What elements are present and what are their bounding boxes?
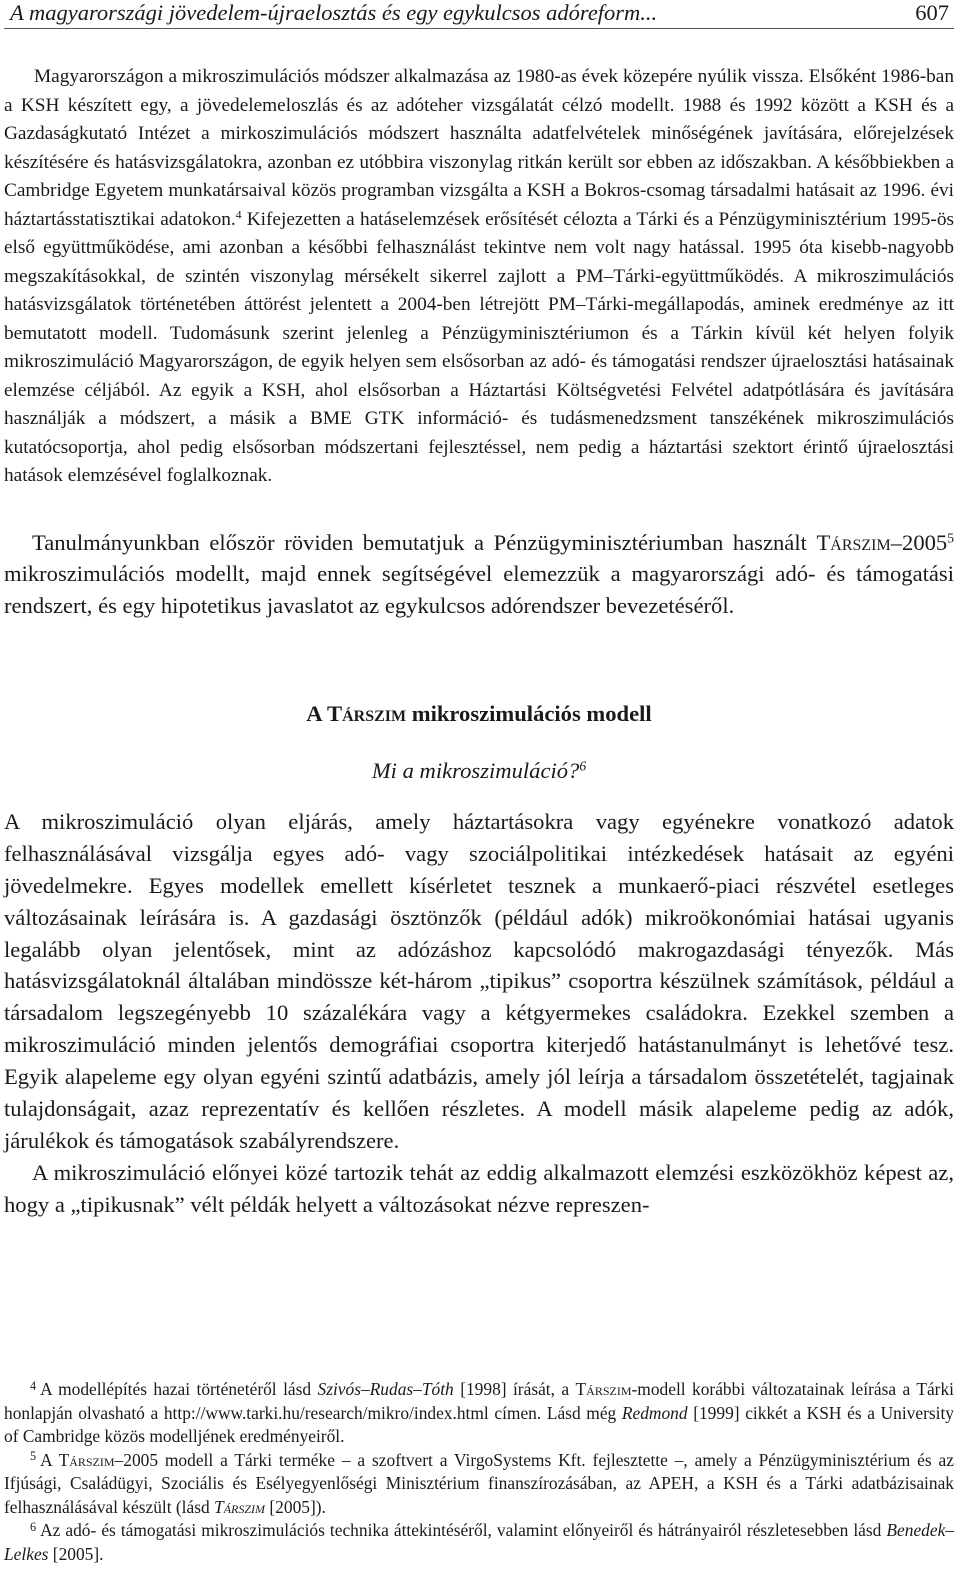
footnote-text: [1998] írását, a	[453, 1379, 576, 1399]
footnote-text: -modell korábbi változatainak leírása a Tárki honlapján olvasható a http://www.tarki.hu/research/mikro/index.html címen. Lásd még	[4, 1379, 954, 1423]
footnote-ref-5[interactable]: 5	[947, 530, 954, 546]
footnote-text: [2005].	[48, 1543, 104, 1564]
heading-text: mikroszimulációs modell	[406, 700, 652, 726]
paragraph-text: Magyarországon a mikroszimulációs módszer alkalmazása az 1980-as évek közepére nyúlik vissza. Elsőként 1986-ban a KSH készített egy, a jövedelemeloszlás és az adóteher vizsgálatát célzó modellt. 1988 és 1992 között a KSH és a Gazdaságkutató Intézet a mirkoszimulációs módszert használta adatfelvételek minőségének javítására, előrejelzések készítésére és hatásvizsgálatokra, azonban ez utóbbira viszonylag ritkán került sor ebben az időszakban. A későbbiekben a Cambridge Egyetem munkatársaival közös programban vizsgálta a KSH a Bokros-csomag társadalmi hatásait az 1996. évi háztartásstatisztikai adatokon.	[4, 66, 954, 230]
footnote-number: 4	[30, 1378, 37, 1393]
footnote-text: [1999] cikkét a KSH és a University of Cambridge közös modelljének eredményeiről.	[4, 1402, 955, 1446]
paragraph-intro	[4, 527, 954, 622]
model-name: Társzim	[58, 1449, 115, 1470]
subsection-heading	[4, 757, 954, 785]
paragraph-definition: A mikroszimuláció olyan eljárás, amely háztartásokra vagy egyénekre vonatkozó adatok felhasználásával vizsgálja egyes adó- vagy szociálpolitikai intézkedések hatásait az egyéni jövedelmekre. Egyes modellek emellett kísérletet tesznek a munkaerő-piaci részvétel esetleges változásainak leírására is. A gazdasági ösztönzők (például adók) mikroökonómiai hatásai ugyanis legalább olyan jelentősek, mint az adózáshoz kapcsolódó makrogazdasági tényezők. Más hatásvizsgálatoknál általában mindössze két-három „tipikus” csoportra készülnek számítások, például a társadalom legszegényebb 10 százalékára vagy a kétgyermekes családokra. Ezekkel szemben a mikroszimuláció minden jelentős demográfiai csoportra kiterjedő hatástanulmányt is lehetővé tesz. Egyik alapeleme egy olyan egyéni szintű adatbázis, amely jól leírja a társadalom összetételét, tagjainak tulajdonságait, azaz reprezentatív és kellően részletes. A modell másik alapeleme pedig az adók, járulékok és támogatások szabályrendszere.	[4, 808, 954, 1153]
footnote-6	[4, 1519, 954, 1566]
paragraph-text: –2005	[890, 529, 948, 555]
model-name: Társzim	[575, 1379, 632, 1399]
section-heading	[4, 700, 954, 728]
footnote-text: A modellépítés hazai történetéről lásd	[40, 1379, 318, 1399]
footnote-text: A	[40, 1449, 59, 1470]
heading-text: Mi a mikroszimuláció?	[371, 757, 580, 783]
footnote-text: Az adó- és támogatási mikroszimulációs technika áttekintéséről, valamint előnyeiről és hátrányairól részletesebben lásd	[40, 1520, 887, 1540]
footnote-number: 6	[30, 1519, 37, 1534]
footnote-ref-4[interactable]: 4	[235, 208, 242, 222]
paragraph-history	[4, 63, 954, 491]
model-name: Társzim	[327, 700, 407, 726]
paragraph-text: Tanulmányunkban először röviden bemutatjuk a Pénzügyminisztériumban használt	[32, 529, 817, 555]
cited-author: Szivós–Rudas–Tóth	[317, 1379, 454, 1399]
cited-author: Benedek–Lelkes	[4, 1520, 954, 1564]
running-header	[4, 0, 954, 29]
running-title: A magyarországi jövedelem-újraelosztás és egy egykulcsos adóreform...	[10, 0, 658, 25]
cited-author: Redmond	[621, 1402, 688, 1423]
footnote-text: [2005]).	[265, 1496, 326, 1517]
footnote-5	[4, 1449, 954, 1520]
page-number: 607	[915, 0, 949, 25]
model-name: Társzim	[816, 529, 891, 555]
footnotes	[4, 1378, 954, 1566]
footnote-ref-6[interactable]: 6	[579, 758, 587, 774]
footnote-number: 5	[30, 1449, 37, 1464]
heading-text: A	[306, 700, 328, 726]
paragraph-text: Kifejezetten a hatáselemzések erősítését célozta a Tárki és a Pénzügyminisztérium 1995-ös első együttműködése, ami azonban a későbbi felhasználást tekintve nem volt nagy hatással. 1995 óta kisebb-nagyobb megszakításokkal, de szintén viszonylag mérsékelt sikerrel zajlott a PM–Tárki-együttműködés. A mikroszimulációs hatásvizsgálatok történetében áttörést jelentett a 2004-ben létrejött PM–Tárki-megállapodás, aminek eredménye az itt bemutatott modell. Tudomásunk szerint jelenleg a Pénzügyminisztériumon és a Tárkin kívül két helyen folyik mikroszimuláció Magyarországon, de egyik helyen sem elsősorban az adó- és támogatási rendszer újraelosztási hatásainak elemzése céljából. Az egyik a KSH, ahol elsősorban a Háztartási Költségvetési Felvétel adatpótlására és javítására használják a módszert, a másik a BME GTK információ- és tudásmenedzsment tanszékének mikroszimulációs kutatócsoportja, ahol pedig elsősorban módszertani fejlesztéssel, nem pedig a háztartási szektort érintő újraelosztási hatások elemzésével foglalkoznak.	[4, 208, 954, 486]
footnote-text: –2005 modell a Tárki terméke – a szoftvert a VirgoSystems Kft. fejlesztette –, amely a Pénzügyminisztérium és az Ifjúsági, Családügyi, Szociális és Esélyegyenlőségi Minisztérium finanszírozásában, az APEH, a KSH és a Tárki adatbázisainak felhasználásával készült (lásd	[4, 1449, 954, 1517]
footnote-4	[4, 1378, 954, 1449]
paragraph-advantages: A mikroszimuláció előnyei közé tartozik tehát az eddig alkalmazott elemzési eszközökhöz képest az, hogy a „tipikusnak” vélt példák helyett a változásokat nézve represzen-	[4, 1159, 954, 1217]
paragraph-text: mikroszimulációs modellt, majd ennek segítségével elemezzük a magyarországi adó- és támogatási rendszert, és egy hipotetikus javaslatot az egykulcsos adórendszer bevezetéséről.	[4, 561, 954, 619]
cited-author: Társzim	[214, 1496, 266, 1517]
